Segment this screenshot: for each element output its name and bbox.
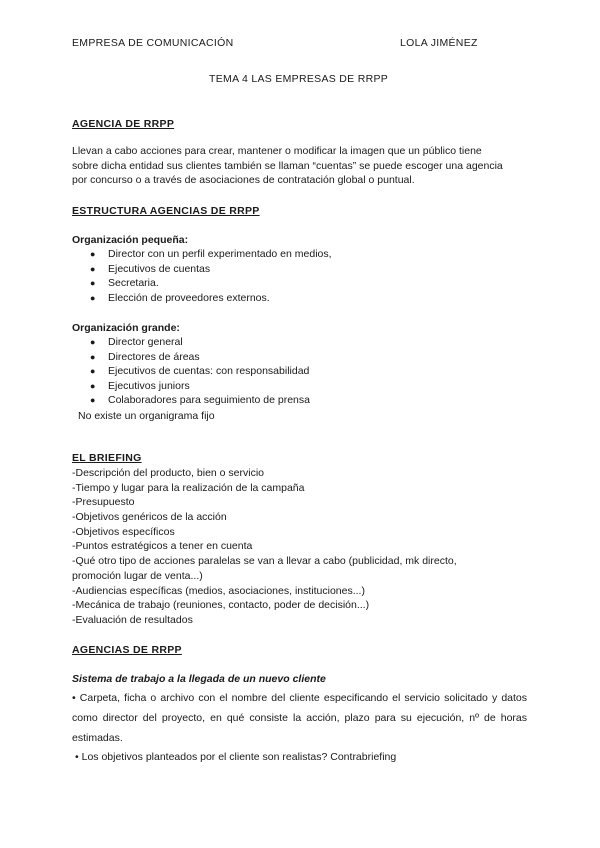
document-title: TEMA 4 LAS EMPRESAS DE RRPP [209,73,389,85]
briefing-line: -Evaluación de resultados [72,613,193,626]
list-item: ● Elección de proveedores externos. [90,291,270,304]
briefing-line: -Objetivos genéricos de la acción [72,511,227,524]
organigrama-note: No existe un organigrama fijo [78,410,215,422]
bullet-icon: ● [90,292,96,303]
section-heading-agencia: AGENCIA DE RRPP [72,118,175,130]
section-heading-agencias: AGENCIAS DE RRPP [72,644,182,656]
bullet-icon: • [72,692,76,704]
bullet-icon: ● [90,380,96,391]
bullet-icon: ● [90,249,96,259]
briefing-list [72,466,457,628]
paragraph-line: sobre dicha entidad sus clientes también se llaman “cuentas” se puede escoger una agencia [72,159,503,172]
paragraph-line: por concurso o a través de asociaciones de contratación global o puntual. [72,174,415,186]
list-item: ● Secretaria. [90,277,159,290]
header-author: LOLA JIMÉNEZ [400,37,478,49]
briefing-line: -Mecánica de trabajo (reuniones, contacto, poder de decisión...) [72,599,370,612]
bullet-icon: ● [90,351,96,362]
agencias-paragraph-1 [72,688,527,748]
section-heading-briefing: EL BRIEFING [72,452,142,464]
section-heading-estructura: ESTRUCTURA AGENCIAS DE RRPP [72,205,260,217]
header-company: EMPRESA DE COMUNICACIÓN [72,37,234,49]
list-item: ● Ejecutivos de cuentas [90,262,211,275]
briefing-line: -Puntos estratégicos a tener en cuenta [72,540,253,553]
briefing-line: -Presupuesto [72,496,135,509]
briefing-line: -Qué otro tipo de acciones paralelas se van a llevar a cabo (publicidad, mk directo, [72,555,457,568]
briefing-line: -Descripción del producto, bien o servicio [72,467,265,479]
agencias-subheading: Sistema de trabajo a la llegada de un nuevo cliente [72,673,326,685]
org-small-list [72,247,332,305]
agencia-paragraph [72,144,503,188]
org-large-title: Organización grande: [72,322,180,334]
org-small-title: Organización pequeña: [72,234,189,246]
list-item: ● Director general [90,336,183,348]
bullet-icon: ● [90,278,96,289]
briefing-line: -Tiempo y lugar para la realización de la campaña [72,481,305,494]
briefing-line: -Audiencias específicas (medios, asociaciones, instituciones...) [72,584,365,597]
agencias-paragraph-2 [75,750,396,765]
paragraph-text: Carpeta, ficha o archivo con el nombre del cliente especificando el servicio solicitado y datos como director del proyecto, en qué consiste la acción, plazo para su ejecución, nº de horas estimadas. [72,692,528,744]
list-item: ● Directores de áreas [90,350,200,363]
bullet-icon: ● [90,366,96,377]
bullet-icon: ● [90,263,96,274]
bullet-icon: ● [90,337,96,347]
list-item: ● Colaboradores para seguimiento de prensa [90,394,310,407]
list-item: ● Director con un perfil experimentado en medios, [90,248,332,260]
bullet-icon: ● [90,395,96,406]
bullet-icon: • [75,751,79,763]
paragraph-line: Llevan a cabo acciones para crear, mantener o modificar la imagen que un público tiene [72,145,482,157]
paragraph-text: Los objetivos planteados por el cliente son realistas? Contrabriefing [81,751,397,763]
org-large-list [72,335,310,408]
briefing-line: -Objetivos específicos [72,525,175,538]
list-item: ● Ejecutivos juniors [90,379,190,392]
list-item: ● Ejecutivos de cuentas: con responsabilidad [90,365,310,378]
briefing-line: promoción lugar de venta...) [72,569,203,582]
